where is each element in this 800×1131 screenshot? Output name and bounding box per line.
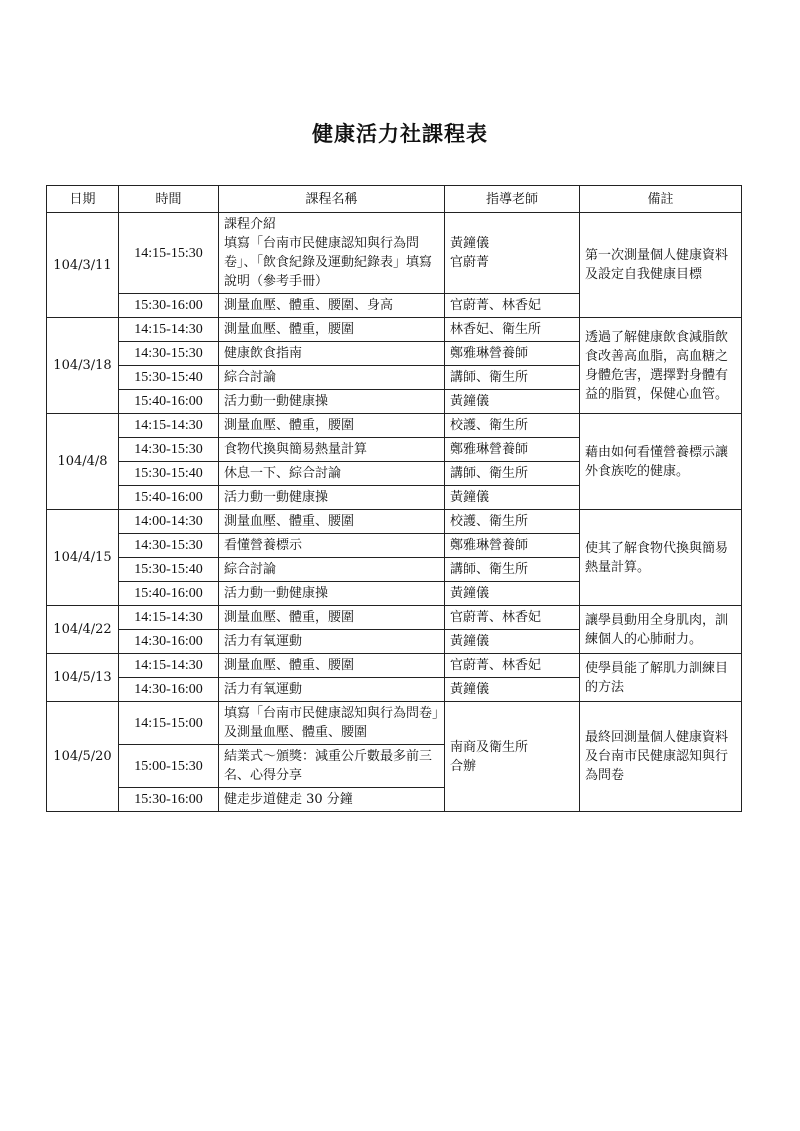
course-name: [219, 745, 445, 788]
session-note: 最終回測量個人健康資料及台南市民健康認知與行為問卷: [580, 702, 742, 812]
instructor-line: 校護、衛生所: [450, 514, 529, 529]
course-name-line: 活力動一動健康操: [224, 490, 329, 505]
table-row: [47, 654, 742, 678]
instructor: [445, 534, 580, 558]
course-name: [219, 414, 445, 438]
session-date: 104/4/15: [47, 510, 119, 606]
session-time: 14:00-14:30: [119, 510, 219, 534]
course-name: [219, 438, 445, 462]
instructor: [445, 366, 580, 390]
course-name: [219, 582, 445, 606]
course-name-line: 健康飲食指南: [224, 346, 303, 361]
course-schedule-table: [46, 185, 742, 812]
instructor-line: 黃鐘儀: [450, 682, 490, 697]
instructor: [445, 390, 580, 414]
course-name: [219, 213, 445, 294]
session-time: 15:30-16:00: [119, 294, 219, 318]
instructor-line: 官蔚菁、林香妃: [450, 298, 542, 313]
header-teacher: 指導老師: [445, 186, 580, 213]
session-date: 104/5/13: [47, 654, 119, 702]
instructor-line: 鄭雅琳營養師: [450, 346, 529, 361]
course-name-line: 活力有氧運動: [224, 634, 303, 649]
instructor-line: 黃鐘儀: [450, 634, 490, 649]
course-name: [219, 366, 445, 390]
instructor: [445, 558, 580, 582]
course-name-line: 活力有氧運動: [224, 682, 303, 697]
session-time: 14:30-15:30: [119, 342, 219, 366]
course-name: [219, 510, 445, 534]
session-time: 15:30-15:40: [119, 462, 219, 486]
instructor-line: 官蔚菁: [450, 255, 490, 270]
instructor: [445, 582, 580, 606]
session-date: 104/4/8: [47, 414, 119, 510]
instructor-line: 黃鐘儀: [450, 490, 490, 505]
course-name-line: 課程介紹: [224, 217, 277, 232]
instructor: [445, 213, 580, 294]
course-name: [219, 342, 445, 366]
course-name: [219, 318, 445, 342]
header-time: 時間: [119, 186, 219, 213]
instructor: [445, 486, 580, 510]
session-time: 15:00-15:30: [119, 745, 219, 788]
session-date: 104/3/11: [47, 213, 119, 318]
instructor: [445, 462, 580, 486]
instructor: [445, 630, 580, 654]
session-time: 14:15-14:30: [119, 654, 219, 678]
instructor: [445, 318, 580, 342]
session-note: 透過了解健康飲食減脂飲食改善高血脂，高血糖之身體危害，選擇對身體有益的脂質，保健心血管。: [580, 318, 742, 414]
page-title: 健康活力社課程表: [312, 121, 488, 146]
header-date: 日期: [47, 186, 119, 213]
session-note: 讓學員動用全身肌肉，訓練個人的心肺耐力。: [580, 606, 742, 654]
course-name-line: 填寫「台南市民健康認知與行為問卷」及測量血壓、體重、腰圍: [224, 706, 439, 740]
session-time: 14:15-14:30: [119, 414, 219, 438]
instructor: [445, 438, 580, 462]
course-name-line: 填寫「台南市民健康認知與行為問卷」、「飲食紀錄及運動紀錄表」填寫說明（參考手冊）: [224, 236, 433, 289]
course-name: [219, 534, 445, 558]
session-time: 15:30-16:00: [119, 788, 219, 812]
course-name: [219, 702, 445, 745]
course-name: [219, 630, 445, 654]
course-name-line: 測量血壓、體重、腰圍: [224, 514, 355, 529]
course-name-line: 健走步道健走 30 分鐘: [224, 792, 353, 807]
session-time: 15:40-16:00: [119, 582, 219, 606]
course-name-line: 看懂營養標示: [224, 538, 303, 553]
session-time: 15:30-15:40: [119, 366, 219, 390]
course-name: [219, 558, 445, 582]
course-name-line: 休息一下、綜合討論: [224, 466, 342, 481]
instructor: [445, 678, 580, 702]
course-name-line: 測量血壓、體重、腰圍: [224, 658, 355, 673]
course-name: [219, 654, 445, 678]
course-name-line: 測量血壓、體重，腰圍: [224, 610, 355, 625]
instructor-line: 官蔚菁、林香妃: [450, 610, 542, 625]
instructor-line: 鄭雅琳營養師: [450, 538, 529, 553]
course-name-line: 測量血壓、體重，腰圍: [224, 322, 355, 337]
session-time: 15:40-16:00: [119, 390, 219, 414]
instructor: [445, 606, 580, 630]
course-name-line: 活力動一動健康操: [224, 394, 329, 409]
session-time: 14:15-15:00: [119, 702, 219, 745]
instructor-line: 南商及衛生所: [450, 739, 529, 755]
table-row: [47, 606, 742, 630]
instructor-line: 講師、衛生所: [450, 562, 529, 577]
table-body: [47, 213, 742, 812]
course-name-line: 綜合討論: [224, 562, 277, 577]
instructor-line: 校護、衛生所: [450, 418, 529, 433]
course-name: [219, 788, 445, 812]
table-row: [47, 414, 742, 438]
session-note: 使其了解食物代換與簡易熱量計算。: [580, 510, 742, 606]
table-row: [47, 213, 742, 294]
session-time: 14:15-14:30: [119, 606, 219, 630]
course-name-line: 測量血壓、體重、腰圍、身高: [224, 298, 394, 313]
instructor-line: 官蔚菁、林香妃: [450, 658, 542, 673]
course-name: [219, 486, 445, 510]
session-date: 104/4/22: [47, 606, 119, 654]
table-header-row: [47, 186, 742, 213]
course-name-line: 食物代換與簡易熱量計算: [224, 442, 368, 457]
session-time: 15:30-15:40: [119, 558, 219, 582]
instructor-line: 黃鐘儀: [450, 394, 490, 409]
table-row: [47, 318, 742, 342]
table-row: [47, 510, 742, 534]
session-time: 14:30-15:30: [119, 438, 219, 462]
instructor: [445, 342, 580, 366]
instructor-line: 黃鐘儀: [450, 586, 490, 601]
instructor-line: 鄭雅琳營養師: [450, 442, 529, 457]
instructor-line: 講師、衛生所: [450, 370, 529, 385]
instructor-line: 合辦: [450, 758, 477, 774]
course-name: [219, 294, 445, 318]
instructor: [445, 294, 580, 318]
instructor: [445, 414, 580, 438]
table-row: [47, 702, 742, 745]
session-time: 14:30-16:00: [119, 678, 219, 702]
session-note: 藉由如何看懂營養標示讓外食族吃的健康。: [580, 414, 742, 510]
header-course: 課程名稱: [219, 186, 445, 213]
session-time: 14:30-15:30: [119, 534, 219, 558]
session-note: 使學員能了解肌力訓練目的方法: [580, 654, 742, 702]
instructor-line: 黃鐘儀: [450, 236, 490, 251]
course-name-line: 活力動一動健康操: [224, 586, 329, 601]
instructor: [445, 510, 580, 534]
session-note: 第一次測量個人健康資料及設定自我健康目標: [580, 213, 742, 318]
course-name-line: 綜合討論: [224, 370, 277, 385]
instructor: [445, 702, 580, 812]
session-time: 15:40-16:00: [119, 486, 219, 510]
instructor: [445, 654, 580, 678]
header-note: 備註: [580, 186, 742, 213]
session-date: 104/5/20: [47, 702, 119, 812]
instructor-line: 林香妃、衛生所: [450, 322, 542, 337]
instructor-line: 講師、衛生所: [450, 466, 529, 481]
course-name: [219, 462, 445, 486]
course-name-line: 測量血壓、體重，腰圍: [224, 418, 355, 433]
course-name: [219, 606, 445, 630]
course-name: [219, 390, 445, 414]
course-name-line: 結業式～頒獎：減重公斤數最多前三名、心得分享: [224, 749, 433, 783]
session-time: 14:15-14:30: [119, 318, 219, 342]
session-time: 14:15-15:30: [119, 213, 219, 294]
session-time: 14:30-16:00: [119, 630, 219, 654]
course-name: [219, 678, 445, 702]
session-date: 104/3/18: [47, 318, 119, 414]
